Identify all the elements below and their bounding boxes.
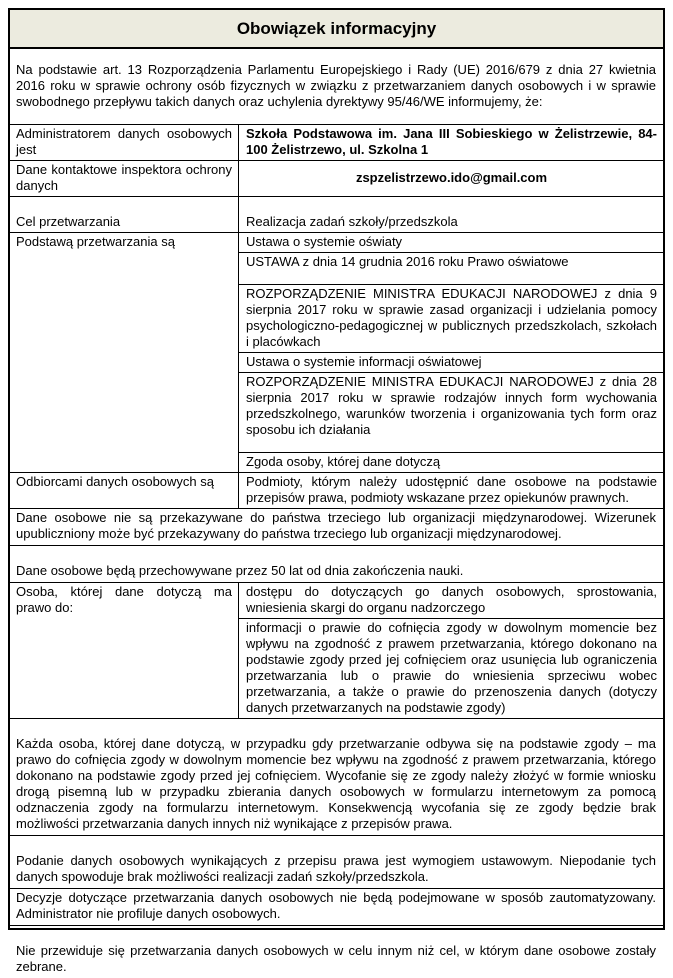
legal-basis-item: Zgoda osoby, której dane dotyczą	[239, 452, 663, 472]
row-recipients	[10, 472, 663, 508]
row-administrator	[10, 124, 663, 160]
dpo-email: zspzelistrzewo.ido@gmail.com	[355, 170, 548, 185]
row-values	[239, 473, 663, 508]
legal-basis-item: ROZPORZĄDZENIE MINISTRA EDUKACJI NARODOWEJ z dnia 9 sierpnia 2017 roku w sprawie zasad organizacji i udzielania pomocy psychologiczno-pedagogicznej w publicznych przedszkolach, szkołach i placówkach	[239, 284, 663, 352]
row-text: Nie przewiduje się przetwarzania danych osobowych w celu innym niż cel, w którym dane osobowe zostały zebrane.	[16, 943, 656, 974]
row-data-subject-rights	[10, 582, 663, 718]
row-statutory-requirement	[10, 835, 663, 888]
row-label: Cel przetwarzania	[10, 197, 239, 232]
row-dpo-contact	[10, 160, 663, 196]
administrator-value: Szkoła Podstawowa im. Jana III Sobieskiego w Żelistrzewie, 84-100 Żelistrzewo, ul. Szkolna 1	[246, 126, 657, 157]
document-frame	[8, 8, 665, 974]
row-legal-basis	[10, 232, 663, 472]
row-text: Dane osobowe będą przechowywane przez 50 lat od dnia zakończenia nauki.	[16, 563, 464, 578]
row-third-country	[10, 508, 663, 545]
row-label: Osoba, której dane dotyczą ma prawo do:	[10, 583, 239, 718]
recipients-value: Podmioty, którym należy udostępnić dane osobowe na podstawie przepisów prawa, podmioty wskazane przez opiekunów prawnych.	[246, 474, 657, 505]
legal-basis-item: ROZPORZĄDZENIE MINISTRA EDUKACJI NARODOWEJ z dnia 28 sierpnia 2017 roku w sprawie rodzajów innych form wychowania przedszkolnego, warunków tworzenia i organizowania tych form oraz sposobu ich działania	[239, 372, 663, 452]
legal-basis-item: USTAWA z dnia 14 grudnia 2016 roku Prawo oświatowe	[239, 252, 663, 284]
row-automated-decisions	[10, 888, 663, 925]
purpose-value: Realizacja zadań szkoły/przedszkola	[246, 214, 458, 229]
rights-item: informacji o prawie do cofnięcia zgody w dowolnym momencie bez wpływu na zgodność z prawem przetwarzania, którego dokonano na podstawie zgody przed jej cofnięciem oraz usunięcia lub ograniczenia przetwarzania lub o prawie do wniesienia sprzeciwu wobec przetwarzania, a także o prawie do przenoszenia danych (dotyczy danych przetwarzanych na podstawie zgody)	[239, 618, 663, 718]
legal-basis-item: Ustawa o systemie informacji oświatowej	[239, 352, 663, 372]
row-text: Decyzje dotyczące przetwarzania danych osobowych nie będą podejmowane w sposób zautomatyzowany. Administrator nie profiluje danych osobowych.	[16, 890, 656, 921]
row-text: Podanie danych osobowych wynikających z przepisu prawa jest wymogiem ustawowym. Niepodanie tych danych spowoduje brak możliwości realizacji zadań szkoły/przedszkola.	[16, 853, 656, 884]
row-label: Dane kontaktowe inspektora ochrony danych	[10, 161, 239, 196]
row-text: Każda osoba, której dane dotyczą, w przypadku gdy przetwarzanie odbywa się na podstawie zgody – ma prawo do cofnięcia zgody w dowolnym momencie bez wpływu na zgodność z prawem przetwarzania, którego dokonano na podstawie zgody przed jej cofnięciem. Wycofanie się ze zgody należy złożyć w formie wniosku drogą pisemną lub w przypadku zbierania danych osobowych w formularzu internetowym za pomocą odznaczenia zgody na formularzu internetowym. Konsekwencją wycofania się ze zgody będzie brak możliwości przetwarzania danych innych niż wynikające z przepisów prawa.	[16, 736, 656, 831]
row-retention	[10, 545, 663, 582]
intro-text: Na podstawie art. 13 Rozporządzenia Parlamentu Europejskiego i Rady (UE) 2016/679 z dnia 27 kwietnia 2016 roku w sprawie ochrony osób fizycznych w związku z przetwarzaniem danych osobowych i w sprawie swobodnego przepływu takich danych oraz uchylenia dyrektywy 95/46/WE informujemy, że:	[16, 62, 656, 109]
row-values	[239, 583, 663, 718]
document-title: Obowiązek informacyjny	[10, 10, 663, 49]
rights-item: dostępu do dotyczących go danych osobowych, sprostowania, wniesienia skargi do organu nadzorczego	[246, 584, 657, 615]
row-purpose	[10, 196, 663, 232]
row-values	[239, 125, 663, 160]
row-values	[239, 197, 663, 232]
row-values	[239, 233, 663, 472]
row-text: Dane osobowe nie są przekazywane do państwa trzeciego lub organizacji międzynarodowej. Wizerunek upubliczniony może być przekazywany do państwa trzeciego lub organizacji międzynarodowej.	[16, 510, 656, 541]
row-label: Odbiorcami danych osobowych są	[10, 473, 239, 508]
row-label: Administratorem danych osobowych jest	[10, 125, 239, 160]
legal-basis-item: Ustawa o systemie oświaty	[246, 234, 403, 249]
row-values	[239, 161, 663, 196]
row-label: Podstawą przetwarzania są	[10, 233, 239, 472]
row-consent-withdrawal	[10, 718, 663, 835]
info-table	[10, 124, 663, 978]
row-no-other-purpose	[10, 925, 663, 978]
